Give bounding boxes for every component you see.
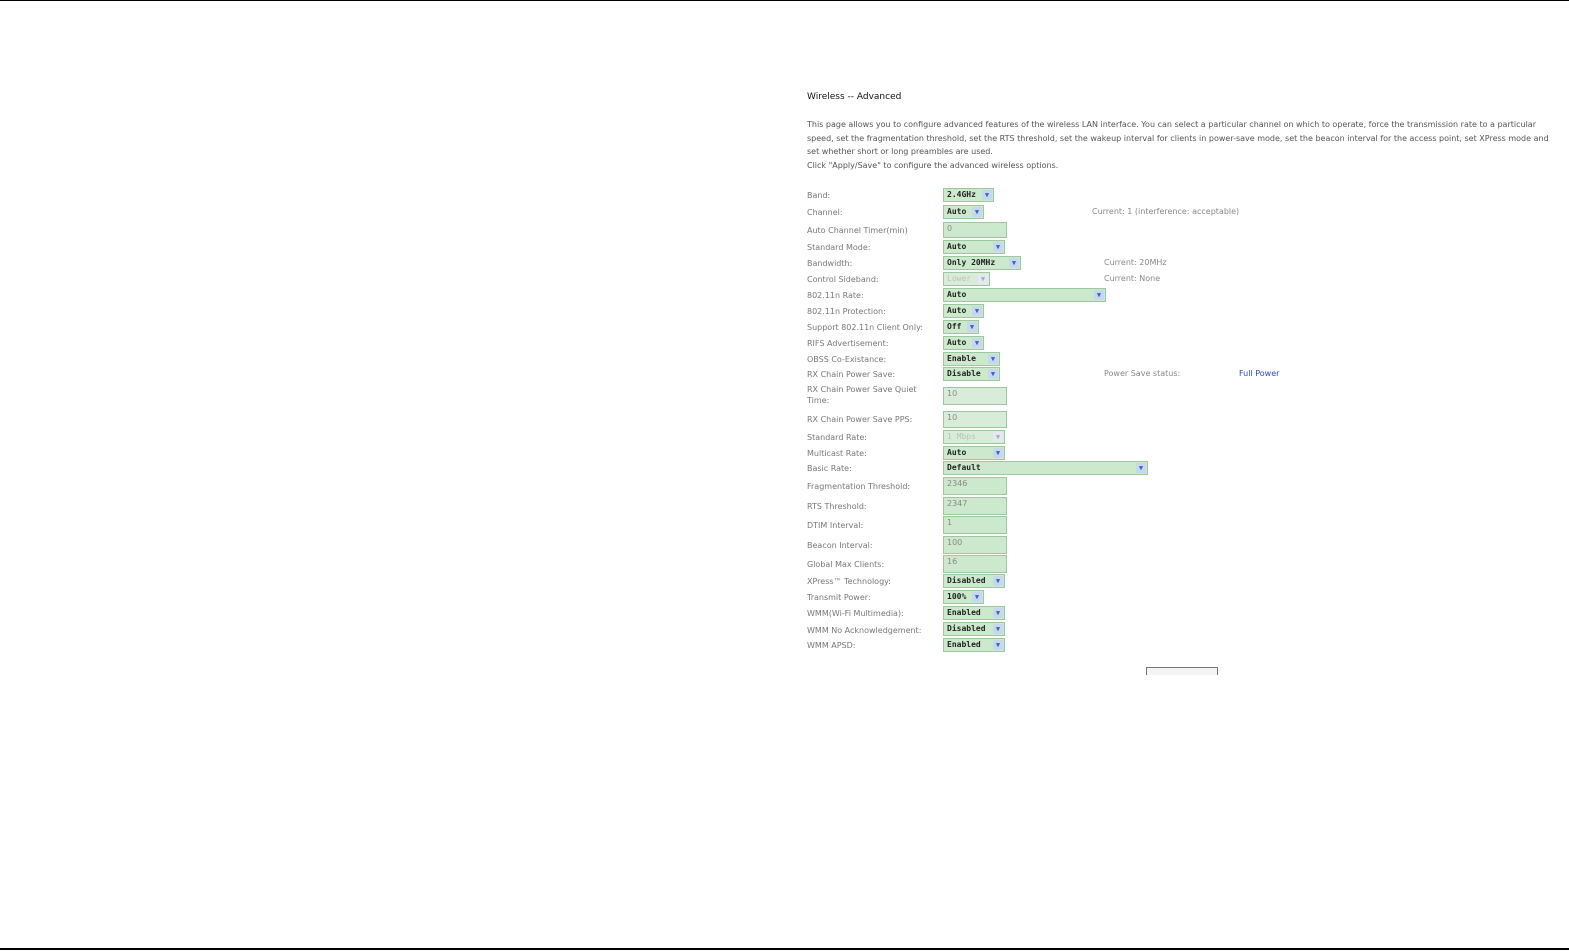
chevron-down-icon: ▼ [1136, 463, 1146, 473]
chevron-down-icon: ▼ [1009, 258, 1019, 268]
chevron-down-icon: ▼ [993, 624, 1003, 634]
rx-chain-power-save-label: RX Chain Power Save: [807, 370, 896, 379]
chevron-down-icon: ▼ [1094, 290, 1104, 300]
wmm-no-ack-value: Disabled [947, 624, 986, 633]
obss-value: Enable [947, 354, 976, 363]
control-sideband-select[interactable] [943, 272, 990, 286]
wmm-apsd-label: WMM APSD: [807, 641, 856, 650]
standard-mode-value: Auto [947, 242, 967, 251]
chevron-down-icon: ▼ [972, 306, 982, 316]
chevron-down-icon: ▼ [972, 207, 982, 217]
wmm-apsd-select[interactable] [943, 638, 1005, 652]
channel-select[interactable] [943, 205, 984, 219]
n-rate-value: Auto [947, 290, 967, 299]
n-protection-select[interactable] [943, 304, 984, 318]
rx-quiet-time-input[interactable]: 10 [943, 387, 1007, 405]
dtim-interval-input[interactable]: 1 [943, 516, 1007, 534]
chevron-down-icon: ▼ [988, 369, 998, 379]
basic-rate-label: Basic Rate: [807, 464, 852, 473]
beacon-interval-input[interactable]: 100 [943, 536, 1007, 554]
wmm-no-ack-select[interactable] [943, 622, 1005, 636]
wireless-advanced-panel [807, 92, 1559, 172]
wmm-apsd-value: Enabled [947, 640, 981, 649]
chevron-down-icon: ▼ [993, 242, 1003, 252]
bandwidth-current-info: Current: 20MHz [1104, 258, 1167, 267]
multicast-rate-select[interactable] [943, 446, 1005, 460]
top-rule [0, 0, 1569, 1]
dtim-interval-label: DTIM Interval: [807, 521, 864, 530]
n-rate-label: 802.11n Rate: [807, 291, 864, 300]
wmm-select[interactable] [943, 606, 1005, 620]
n-client-only-label: Support 802.11n Client Only: [807, 323, 923, 332]
bandwidth-label: Bandwidth: [807, 259, 853, 268]
chevron-down-icon: ▼ [978, 274, 988, 284]
wmm-value: Enabled [947, 608, 981, 617]
description-text: This page allows you to configure advanced features of the wireless LAN interface. You can select a particular channel on which to operate, force the transmission rate to a particular speed, set the fragmentation threshold, set the RTS threshold, set the wakeup interval for clients in power-save mode, set the beacon interval for the access point, set XPress mode and set whether short or long preambles are used. [807, 120, 1549, 156]
rts-threshold-input[interactable]: 2347 [943, 497, 1007, 515]
bandwidth-value: Only 20MHz [947, 258, 996, 267]
apply-save-button[interactable] [1146, 667, 1218, 675]
rx-chain-power-save-select[interactable] [943, 367, 1000, 381]
rx-quiet-time-label: RX Chain Power Save Quiet Time: [807, 385, 917, 405]
standard-rate-label: Standard Rate: [807, 433, 867, 442]
chevron-down-icon: ▼ [993, 432, 1003, 442]
standard-mode-select[interactable] [943, 240, 1005, 254]
xpress-value: Disabled [947, 576, 986, 585]
page-description [807, 118, 1559, 172]
xpress-select[interactable] [943, 574, 1005, 588]
band-label: Band: [807, 191, 831, 200]
band-value: 2.4GHz [947, 190, 976, 199]
n-rate-select[interactable] [943, 288, 1106, 302]
channel-label: Channel: [807, 208, 843, 217]
chevron-down-icon: ▼ [967, 322, 977, 332]
chevron-down-icon: ▼ [993, 608, 1003, 618]
frag-threshold-input[interactable]: 2346 [943, 477, 1007, 495]
rifs-value: Auto [947, 338, 967, 347]
power-save-status-label: Power Save status: [1104, 369, 1181, 378]
auto-channel-timer-input[interactable]: 0 [943, 222, 1007, 238]
auto-channel-timer-label: Auto Channel Timer(min) [807, 226, 908, 235]
page-title: Wireless -- Advanced [807, 92, 902, 102]
obss-select[interactable] [943, 352, 1000, 366]
multicast-rate-label: Multicast Rate: [807, 449, 867, 458]
instruction-text: Click "Apply/Save" to configure the advanced wireless options. [807, 160, 1059, 170]
chevron-down-icon: ▼ [972, 338, 982, 348]
chevron-down-icon: ▼ [972, 592, 982, 602]
chevron-down-icon: ▼ [982, 190, 992, 200]
standard-rate-value: 1 Mbps [947, 432, 976, 441]
wmm-no-ack-label: WMM No Acknowledgement: [807, 626, 922, 635]
chevron-down-icon: ▼ [993, 640, 1003, 650]
transmit-power-value: 100% [947, 592, 967, 601]
bottom-rule [0, 948, 1569, 950]
beacon-interval-label: Beacon Interval: [807, 541, 873, 550]
obss-label: OBSS Co-Existance: [807, 355, 887, 364]
n-client-only-select[interactable] [943, 320, 979, 334]
standard-rate-select[interactable] [943, 430, 1005, 444]
chevron-down-icon: ▼ [988, 354, 998, 364]
global-max-clients-input[interactable]: 16 [943, 555, 1007, 573]
rx-pps-input[interactable]: 10 [943, 411, 1007, 428]
bandwidth-select[interactable] [943, 256, 1021, 270]
wmm-label: WMM(Wi-Fi Multimedia): [807, 609, 904, 618]
n-client-only-value: Off [947, 322, 962, 331]
chevron-down-icon: ▼ [993, 576, 1003, 586]
global-max-clients-label: Global Max Clients: [807, 560, 885, 569]
rx-chain-power-save-value: Disable [947, 369, 981, 378]
control-sideband-current-info: Current: None [1104, 274, 1161, 283]
rx-pps-label: RX Chain Power Save PPS: [807, 415, 913, 424]
rifs-label: RIFS Advertisement: [807, 339, 889, 348]
n-protection-value: Auto [947, 306, 967, 315]
channel-value: Auto [947, 207, 967, 216]
n-protection-label: 802.11n Protection: [807, 307, 886, 316]
rts-threshold-label: RTS Threshold: [807, 502, 867, 511]
control-sideband-label: Control Sideband: [807, 275, 879, 284]
transmit-power-label: Transmit Power: [807, 593, 871, 602]
standard-mode-label: Standard Mode: [807, 243, 871, 252]
rifs-select[interactable] [943, 336, 984, 350]
control-sideband-value: Lower [947, 274, 972, 283]
basic-rate-value: Default [947, 463, 981, 472]
transmit-power-select[interactable] [943, 590, 984, 604]
multicast-rate-value: Auto [947, 448, 967, 457]
channel-current-info: Current: 1 (interference: acceptable) [1092, 207, 1240, 216]
chevron-down-icon: ▼ [993, 448, 1003, 458]
power-save-status-value: Full Power [1239, 369, 1280, 378]
xpress-label: XPress™ Technology: [807, 577, 892, 586]
band-select[interactable] [943, 188, 994, 202]
frag-threshold-label: Fragmentation Threshold: [807, 482, 911, 491]
basic-rate-select[interactable] [943, 461, 1148, 475]
